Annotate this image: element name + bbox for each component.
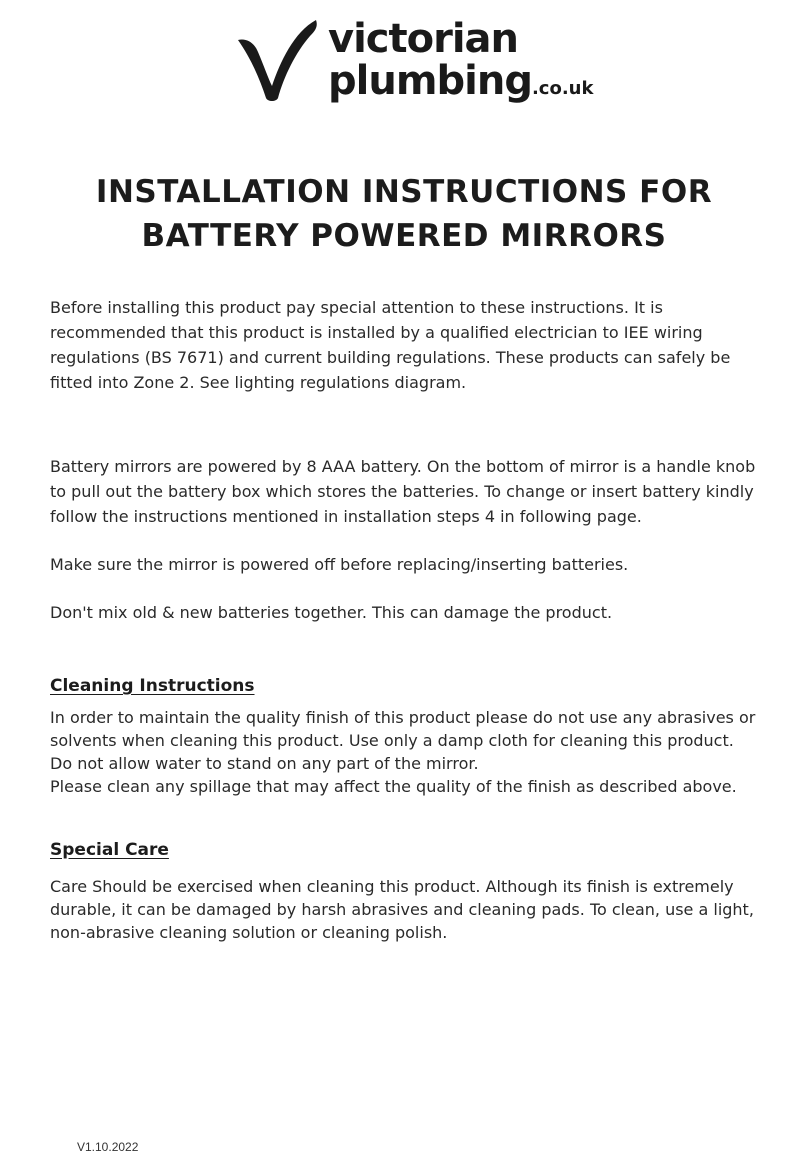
mix-warning-paragraph — [50, 600, 766, 625]
version-label: V1.10.2022 — [77, 1140, 139, 1154]
cleaning-line: solvents when cleaning this product. Use only a damp cloth for cleaning this product. — [50, 731, 734, 750]
special-care-line: non-abrasive cleaning solution or cleaning polish. — [50, 923, 448, 942]
brand-domain: .co.uk — [531, 78, 594, 99]
title-line-2: BATTERY POWERED MIRRORS — [141, 218, 667, 254]
intro-line: recommended that this product is installed by a qualified electrician to IEE wiring — [50, 323, 703, 342]
cleaning-line: In order to maintain the quality finish of this product please do not use any abrasives or — [50, 708, 756, 727]
special-care-line: Care Should be exercised when cleaning this product. Although its finish is extremely — [50, 877, 734, 896]
power-off-paragraph — [50, 552, 766, 577]
victorian-plumbing-v-icon — [236, 18, 320, 102]
cleaning-paragraph — [50, 706, 766, 798]
brand-name-plumbing: plumbing — [328, 58, 532, 104]
brand-logo — [236, 18, 616, 108]
document-title — [0, 170, 808, 258]
cleaning-line: Please clean any spillage that may affect the quality of the finish as described above. — [50, 777, 737, 796]
special-care-line: durable, it can be damaged by harsh abrasives and cleaning pads. To clean, use a light, — [50, 900, 754, 919]
battery-line: follow the instructions mentioned in installation steps 4 in following page. — [50, 507, 642, 526]
intro-paragraph — [50, 295, 766, 395]
title-line-1: INSTALLATION INSTRUCTIONS FOR — [95, 174, 713, 210]
battery-line: Battery mirrors are powered by 8 AAA battery. On the bottom of mirror is a handle knob — [50, 457, 756, 476]
intro-line: Before installing this product pay special attention to these instructions. It is — [50, 298, 663, 317]
cleaning-heading: Cleaning Instructions — [50, 676, 255, 696]
special-care-heading: Special Care — [50, 840, 169, 860]
brand-name-line2 — [328, 60, 593, 110]
brand-name-line1: victorian — [328, 16, 519, 62]
intro-line: fitted into Zone 2. See lighting regulations diagram. — [50, 373, 467, 392]
cleaning-line: Do not allow water to stand on any part of the mirror. — [50, 754, 479, 773]
brand-wordmark — [328, 18, 593, 110]
special-care-paragraph — [50, 875, 766, 944]
mix-warning-text: Don't mix old & new batteries together. This can damage the product. — [50, 603, 613, 622]
intro-line: regulations (BS 7671) and current building regulations. These products can safely be — [50, 348, 731, 367]
power-off-text: Make sure the mirror is powered off before replacing/inserting batteries. — [50, 555, 629, 574]
battery-paragraph — [50, 454, 766, 529]
battery-line: to pull out the battery box which stores the batteries. To change or insert battery kindly — [50, 482, 754, 501]
